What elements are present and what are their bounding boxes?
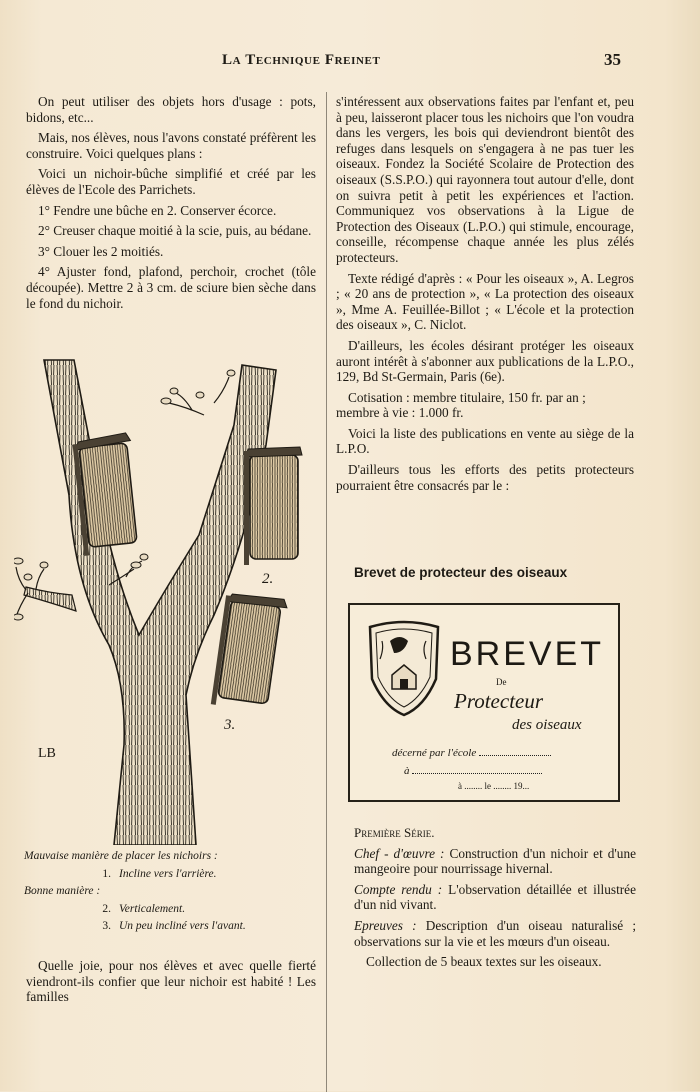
serie-item — [354, 918, 636, 949]
paragraph: D'ailleurs, les écoles désirant protéger les oiseaux auront intérêt à s'abonner aux publications de la L.P.O., 129, Bd St-Germain, Paris (6e). — [336, 337, 634, 385]
paragraph: 3° Clouer les 2 moitiés. — [38, 243, 164, 259]
cert-date-line: à ........ le ........ 19... — [458, 781, 530, 791]
cert-a-label: à — [404, 765, 410, 777]
paragraph: 2° Creuser chaque moitié à la scie, puis, au bédane. — [38, 223, 312, 239]
caption-item — [24, 866, 320, 884]
cert-de: De — [496, 677, 507, 687]
left-column-text — [26, 94, 316, 316]
paragraph: Texte rédigé d'après : « Pour les oiseaux », A. Legros ; « 20 ans de protection », « La protection des oiseaux », Mme A. Feuillée-Billot ; « L'école et la protection des oiseaux », C. Niclot. — [336, 270, 634, 333]
serie-item — [354, 882, 636, 913]
right-column-text — [336, 94, 634, 498]
page-header — [0, 52, 700, 74]
serie-collection: Collection de 5 beaux textes sur les oiseaux. — [366, 954, 602, 970]
caption-item-number: 3. — [102, 920, 111, 932]
serie-item-label: Chef - d'œuvre : — [354, 845, 445, 861]
cert-decerne — [392, 747, 551, 759]
caption-bad-heading: Mauvaise manière de placer les nichoirs : — [24, 850, 218, 862]
paragraph: Voici un nichoir-bûche simplifié et créé par les élèves de l'Ecole des Parrichets. — [26, 166, 316, 197]
blank-line — [412, 773, 542, 774]
shield-emblem-icon — [364, 619, 444, 719]
paragraph: 4° Ajuster fond, plafond, perchoir, crochet (tôle découpée). Mettre 2 à 3 cm. de sciure bien sèche dans le fond du nichoir. — [26, 264, 316, 311]
cert-title: BREVET — [450, 635, 605, 673]
serie-item-text: L'observation détaillée et illustrée d'un nid vivant. — [354, 881, 636, 913]
paragraph: D'ailleurs tous les efforts des petits protecteurs pourraient être consacrés par le : — [336, 462, 634, 493]
serie-item-label: Compte rendu : — [354, 881, 443, 897]
cert-des-oiseaux: des oiseaux — [512, 717, 582, 733]
caption-item-number: 2. — [102, 902, 111, 915]
paragraph: 1° Fendre une bûche en 2. Conserver écorce. — [38, 202, 277, 218]
birdhouse-2 — [244, 447, 302, 565]
paragraph: Cotisation : membre titulaire, 150 fr. par an ; — [348, 389, 586, 405]
caption-item-text: Un peu incliné vers l'avant. — [119, 920, 246, 932]
paragraph: Quelle joie, pour nos élèves et avec quelle fierté viendront-ils confier que leur nichoir est habité ! Les familles — [26, 958, 316, 1005]
left-column-bottom-text — [26, 958, 316, 1010]
serie-heading: Première Série. — [354, 825, 435, 840]
cert-protecteur: Protecteur — [454, 689, 544, 713]
paragraph: membre à vie : 1.000 fr. — [336, 405, 464, 421]
paragraph: s'intéressent aux observations faites par l'enfant et, peu à peu, laisseront placer tous les nichoirs que l'on voudra dans les vergers, les bois qui deviendront bientôt des refuges dans lesquels on s'engagera à ne pas tuer les oiseaux. Fondez la Société Scolaire de Protection des oiseaux (S.S.P.O.) qui rayonnera tout autour d'elle, dont on suivra petit à petit les expériences et l'action. Communiquez vos observations à la Ligue de Protection des Oiseaux (L.P.O.) qui stimule, encourage, conseille, récompense chaque année les plus zélés protecteurs. — [336, 94, 634, 265]
caption-good-heading: Bonne manière : — [24, 885, 101, 897]
caption-item-text: Incline vers l'arrière. — [119, 867, 217, 880]
premiere-serie — [354, 825, 636, 975]
label-three: 3. — [224, 717, 236, 733]
blank-line — [479, 755, 551, 756]
tree-branch — [24, 587, 76, 611]
serie-item — [354, 846, 636, 877]
caption-item — [24, 901, 320, 919]
serie-item-text: Description d'un oiseau naturalisé ; observations sur la vie et les mœurs d'un oiseau. — [354, 917, 637, 949]
cert-decerne-label: décerné par l'école — [392, 747, 477, 759]
page-number: 35 — [604, 50, 621, 69]
label-two: 2. — [262, 571, 274, 587]
caption-item-number: 1. — [102, 867, 111, 880]
running-title: La Technique Freinet — [222, 52, 381, 68]
cert-a — [404, 765, 542, 777]
column-divider — [326, 92, 327, 1092]
serie-item-text: Construction d'un nichoir et d'une mangeoire pour nourrissage hivernal. — [354, 845, 637, 877]
paragraph: Mais, nos élèves, nous l'avons constaté préfèrent les construire. Voici quelques plans : — [26, 130, 316, 161]
serie-item-label: Epreuves : — [354, 917, 417, 933]
brevet-certificate — [348, 603, 620, 802]
birdhouse-3 — [211, 591, 288, 713]
tree-birdhouse-illustration — [14, 355, 314, 845]
birdhouse-1 — [72, 433, 142, 556]
illustration-caption — [24, 848, 320, 936]
brevet-heading: Brevet de protecteur des oiseaux — [354, 565, 568, 580]
caption-item-text: Verticalement. — [119, 902, 186, 915]
paragraph: Voici la liste des publications en vente au siège de la L.P.O. — [336, 425, 634, 457]
paragraph: On peut utiliser des objets hors d'usage : pots, bidons, etc... — [26, 94, 316, 125]
artist-signature: LB — [38, 746, 56, 761]
caption-item — [24, 918, 320, 936]
